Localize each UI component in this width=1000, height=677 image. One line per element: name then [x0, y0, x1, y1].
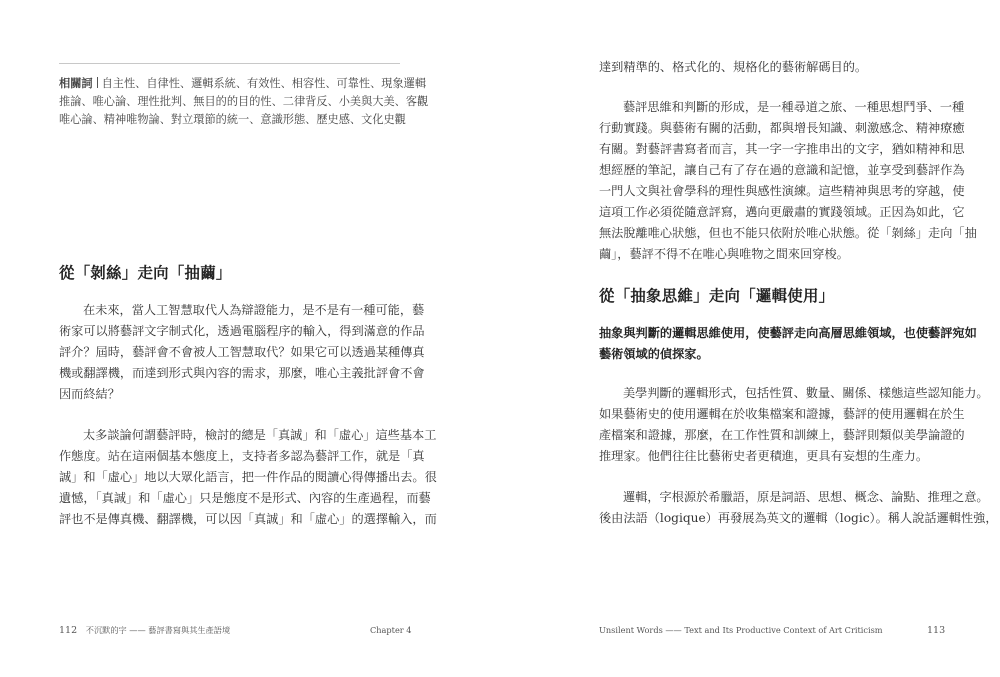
book-title-chinese: 不沉默的字 —— 藝評書寫與其生產語境 — [85, 625, 231, 635]
keywords-separator — [97, 77, 98, 88]
left-footer — [59, 625, 230, 636]
paragraph-aesthetic-logic — [599, 383, 989, 467]
paragraph-line: 無法脫離唯心狀態，但也不能只依附於唯心狀態。從「剝絲」走向「抽 — [599, 226, 977, 240]
paragraph-abstract-summary — [599, 323, 977, 365]
keywords-block — [59, 74, 429, 129]
paragraph-line: 在未來，當人工智慧取代人為辯證能力，是不是有一種可能，藝 — [83, 303, 425, 317]
paragraph-line: 有關。對藝評書寫者而言，其一字一字推串出的文字，猶如精神和思 — [599, 142, 965, 156]
paragraph-line: 作態度。站在這兩個基本態度上，支持者多認為藝評工作，就是「真 — [59, 449, 425, 463]
book-title-english: Unsilent Words —— Text and Its Productive Context of Art Criticism — [599, 625, 883, 635]
paragraph-line: 邏輯，字根源於希臘語，原是詞語、思想、概念、論點、推理之意。 — [623, 490, 989, 504]
right-page — [500, 0, 1000, 677]
chapter-label: Chapter 4 — [370, 625, 412, 635]
paragraph-line: 評也不是傳真機、翻譯機，可以因「真誠」和「虛心」的選擇輸入，而 — [59, 512, 437, 526]
paragraph-line: 抽象與判斷的邏輯思維使用，使藝評走向高層思維領域，也使藝評宛如 — [599, 326, 977, 340]
paragraph-line: 誠」和「虛心」地以大眾化語言，把一件作品的閱讀心得傳播出去。很 — [59, 470, 437, 484]
paragraph-line: 評介？屆時，藝評會不會被人工智慧取代？如果它可以透過某種傳真 — [59, 345, 425, 359]
paragraph-line: 術家可以將藝評文字制式化，透過電腦程序的輸入，得到滿意的作品 — [59, 324, 425, 338]
paragraph-line: 行動實踐。與藝術有關的活動，都與增長知識、刺激感念、精神療癒 — [599, 121, 965, 135]
paragraph-line: 產檔案和證據，那麼，在工作性質和訓練上，藝評則類似美學論證的 — [599, 428, 965, 442]
paragraph-line: 遺憾，「真誠」和「虛心」只是態度不是形式、內容的生產過程，而藝 — [59, 491, 431, 505]
paragraph-logic-etymology — [599, 487, 998, 529]
keywords-line: 唯心論、精神唯物論、對立環節的統一、意識形態、歷史感、文化史觀 — [59, 113, 406, 126]
paragraph-line: 繭」，藝評不得不在唯心與唯物之間來回穿梭。 — [599, 247, 849, 261]
paragraph-line: 這項工作必須從隨意評寫，邁向更嚴肅的實踐領域。正因為如此，它 — [599, 205, 965, 219]
paragraph-line: 機或翻譯機，而達到形式與內容的需求，那麼，唯心主義批評會不會 — [59, 366, 425, 380]
paragraph-line: 美學判斷的邏輯形式，包括性質、數量、關係、樣態這些認知能力。 — [623, 386, 989, 400]
keywords-rule — [59, 63, 400, 64]
paragraph-thinking-journey — [599, 97, 977, 265]
page-number-left: 112 — [59, 625, 78, 636]
section-heading-silk: 從「剝絲」走向「抽繭」 — [59, 264, 232, 282]
paragraph-ai-future — [59, 300, 425, 405]
paragraph-line: 想經歷的筆記，讓自己有了存在過的意識和記憶，並享受到藝評作為 — [599, 163, 965, 177]
paragraph-line: 藝評思維和判斷的形成，是一種尋道之旅、一種思想鬥爭、一種 — [623, 100, 965, 114]
paragraph-line: 後由法語（logique）再發展為英文的邏輯（logic）。稱人說話邏輯性強， — [599, 511, 998, 525]
page-number-right: 113 — [927, 625, 946, 636]
section-heading-logic: 從「抽象思維」走向「邏輯使用」 — [599, 287, 835, 305]
paragraph-line: 太多談論何謂藝評時，檢討的總是「真誠」和「虛心」這些基本工 — [83, 428, 437, 442]
paragraph-line: 達到精準的、格式化的、規格化的藝術解碼目的。 — [599, 60, 868, 74]
paragraph-sincerity — [59, 425, 437, 530]
paragraph-line: 一門人文與社會學科的理性與感性演練。這些精神與思考的穿越，使 — [599, 184, 965, 198]
paragraph-line: 因而終結？ — [59, 387, 120, 401]
paragraph-line: 藝術領域的偵探家。 — [599, 347, 709, 361]
paragraph-continuation — [599, 57, 944, 78]
paragraph-line: 推理家。他們往往比藝術史者更積進，更具有妄想的生產力。 — [599, 449, 929, 463]
keywords-line: 相關詞 自主性、自律性、邏輯系統、有效性、相容性、可靠性、現象邏輯 — [59, 76, 427, 90]
paragraph-line: 如果藝術史的使用邏輯在於收集檔案和證據，藝評的使用邏輯在於生 — [599, 407, 965, 421]
keywords-label: 相關詞 — [59, 76, 93, 90]
keywords-line: 推論、唯心論、理性批判、無目的的目的性、二律背反、小美與大美、客觀 — [59, 95, 429, 108]
